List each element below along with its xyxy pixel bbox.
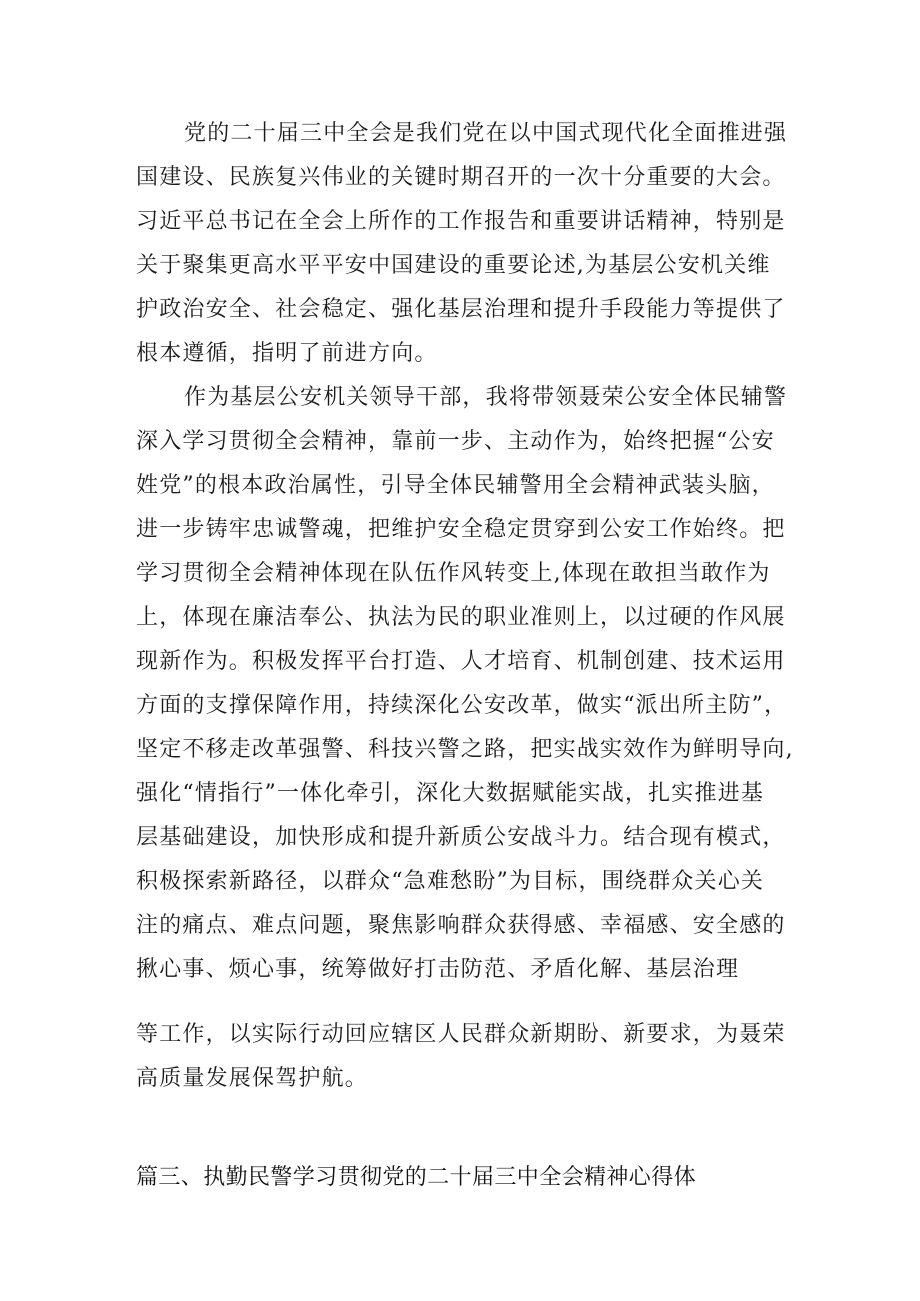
text-line: 现新作为。积极发挥平台打造、人才培育、机制创建、技术运用 [136, 649, 786, 674]
text-line: 习近平总书记在全会上所作的工作报告和重要讲话精神，特别是 [136, 209, 786, 234]
text-line: 关于聚集更高水平平安中国建设的重要论述,为基层公安机关维 [136, 253, 771, 278]
text-line: 层基础建设，加快形成和提升新质公安战斗力。结合现有模式， [136, 825, 786, 850]
text-line: 进一步铸牢忠诚警魂，把维护安全稳定贯穿到公安工作始终。把 [136, 517, 786, 542]
text-line: 高质量发展保驾护航。 [136, 1066, 369, 1091]
text-line: 作为基层公安机关领导干部，我将带领聂荣公安全体民辅警 [184, 385, 788, 410]
paragraph-2 [136, 376, 796, 992]
text-line: 强化“情指行”一体化牵引，深化大数据赋能实战，扎实推进基 [136, 781, 765, 806]
text-line: 党的二十届三中全会是我们党在以中国式现代化全面推进强 [184, 121, 788, 146]
text-line: 深入学习贯彻全会精神，靠前一步、主动作为，始终把握“公安 [136, 429, 775, 454]
text-line: 方面的支撑保障作用，持续深化公安改革，做实“派出所主防”， [136, 693, 788, 718]
paragraph-3 [136, 1013, 796, 1101]
text-line: 上，体现在廉洁奉公、执法为民的职业准则上，以过硬的作风展 [136, 605, 786, 630]
text-line: 坚定不移走改革强警、科技兴警之路，把实战实效作为鲜明导向, [136, 737, 794, 762]
text-line: 护政治安全、社会稳定、强化基层治理和提升手段能力等提供了 [136, 297, 786, 322]
text-line: 学习贯彻全会精神体现在队伍作风转变上,体现在敢担当敢作为 [136, 561, 771, 586]
text-line: 国建设、民族复兴伟业的关键时期召开的一次十分重要的大会。 [136, 165, 786, 190]
section-heading: 篇三、执勤民警学习贯彻党的二十届三中全会精神心得体 [136, 1165, 697, 1190]
text-line: 姓党”的根本政治属性，引导全体民辅警用全会精神武装头脑， [136, 473, 775, 498]
text-line: 注的痛点、难点问题，聚焦影响群众获得感、幸福感、安全感的 [136, 913, 786, 938]
text-line: 根本遵循，指明了前进方向。 [136, 341, 438, 366]
text-line: 积极探索新路径，以群众“急难愁盼”为目标，围绕群众关心关 [136, 869, 765, 894]
text-line: 等工作，以实际行动回应辖区人民群众新期盼、新要求，为聂荣 [136, 1022, 786, 1047]
paragraph-1 [136, 112, 796, 376]
text-line: 揪心事、烦心事，统筹做好打击防范、矛盾化解、基层治理 [136, 957, 740, 982]
